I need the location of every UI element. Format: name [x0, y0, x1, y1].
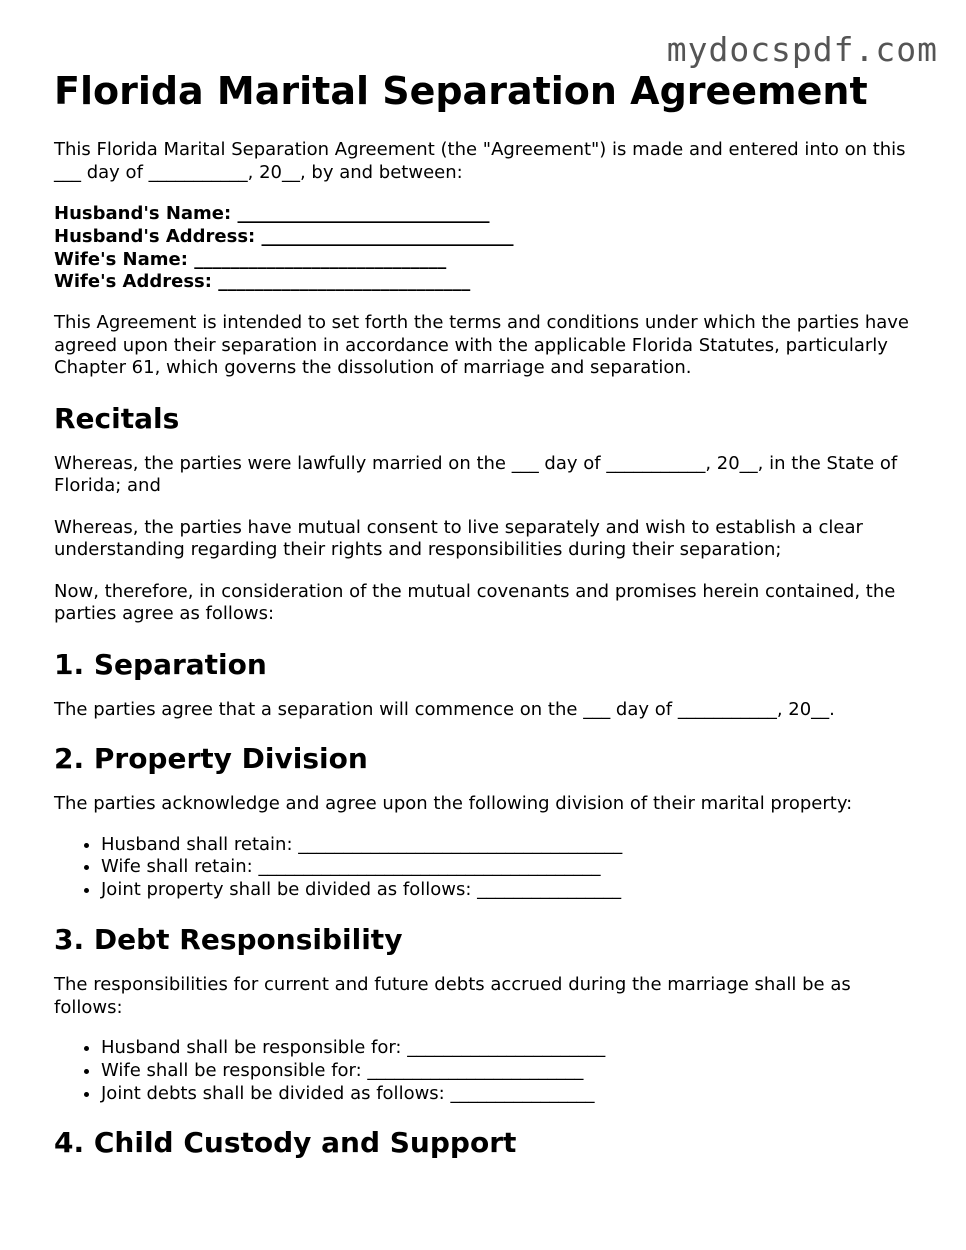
section-separation-text: The parties agree that a separation will commence on the ___ day of ___________, 20__.: [54, 698, 835, 720]
section-debt-heading: 3. Debt Responsibility: [54, 923, 403, 957]
list-item: • Husband shall be responsible for: ______________________: [101, 1037, 914, 1060]
recital-paragraph: Whereas, the parties were lawfully married on the ___ day of ___________, 20__, in the State of Florida; and: [54, 452, 898, 497]
recital-paragraph: Now, therefore, in consideration of the mutual covenants and promises herein contained, the parties agree as follows:: [54, 580, 896, 625]
recitals-heading: Recitals: [54, 401, 180, 435]
list-item: • Husband shall retain: ____________________________________: [101, 834, 914, 857]
section-separation-heading: 1. Separation: [54, 647, 267, 681]
debt-list: [54, 1037, 914, 1105]
list-item: • Wife shall be responsible for: ________________________: [101, 1060, 914, 1083]
list-item: • Joint debts shall be divided as follows: ________________: [101, 1083, 914, 1106]
recital-paragraph: Whereas, the parties have mutual consent to live separately and wish to establish a clear understanding regarding their rights and responsibilities during their separation;: [54, 516, 863, 561]
list-item: • Wife shall retain: ______________________________________: [101, 856, 914, 879]
wife-address-field: Wife's Address: ____________________________: [54, 271, 471, 293]
husband-name-field: Husband's Name: ____________________________: [54, 203, 490, 224]
property-list: [54, 834, 914, 902]
purpose-paragraph: This Agreement is intended to set forth the terms and conditions under which the parties have agreed upon their separation in accordance with the applicable Florida Statutes, particularly Chapter 61, which governs the dissolution of marriage and separation.: [54, 312, 909, 379]
section-property-text: The parties acknowledge and agree upon the following division of their marital property:: [54, 793, 853, 815]
parties-block: [54, 203, 914, 294]
intro-paragraph: This Florida Marital Separation Agreement (the "Agreement") is made and entered into on this ___ day of ___________, 20__, by and between:: [54, 139, 906, 183]
section-debt-text: The responsibilities for current and future debts accrued during the marriage shall be as follows:: [54, 974, 851, 1018]
document-page: [54, 68, 914, 1160]
document-title: Florida Marital Separation Agreement: [54, 69, 868, 113]
wife-name-field: Wife's Name: ____________________________: [54, 248, 447, 270]
watermark: mydocspdf.com: [666, 30, 938, 69]
list-item: • Joint property shall be divided as follows: ________________: [101, 879, 914, 902]
section-property-heading: 2. Property Division: [54, 742, 368, 776]
husband-address-field: Husband's Address: ____________________________: [54, 225, 514, 247]
section-custody-heading: 4. Child Custody and Support: [54, 1126, 517, 1160]
